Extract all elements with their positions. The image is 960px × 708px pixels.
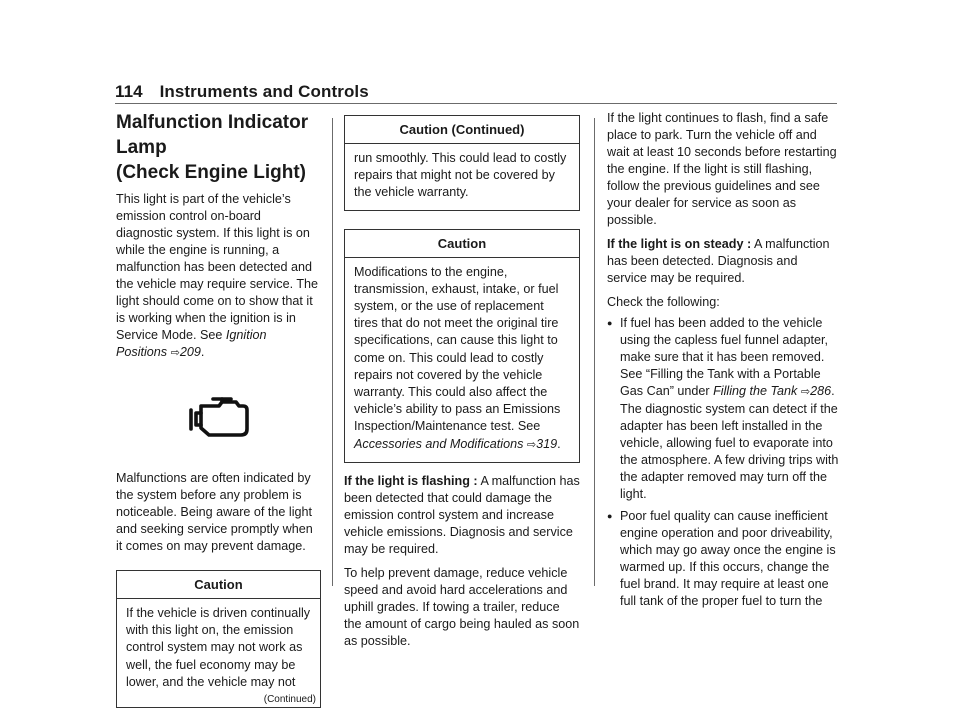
check-following: Check the following: [607,295,720,309]
caution-title: Caution [117,571,320,599]
flashing-paragraph: If the light is flashing : A malfunction has been detected that could damage the emission control system and increase vehicle emissions. Diagnosis and service may be required. [344,473,580,556]
section-title: Instruments and Controls [159,82,369,101]
list-item: ● If fuel has been added to the vehicle using the capless fuel funnel adapter, make sure that it has been removed. See “Filling the Tank with a Portable Gas Can” under Filling the Tank ⇨286. The diagnostic system can detect if the adapter has been left installed in the vehicle, allowing fuel to evaporate into the atmosphere. A few driving trips with the adapter removed may turn off the light. [607,315,839,503]
prevent-damage-paragraph: To help prevent damage, reduce vehicle speed and avoid hard accelerations and uphill grades. If towing a trailer, reduce the amount of cargo being hauled as soon as possible. [344,565,580,648]
check-list [607,315,839,610]
continued-label: (Continued) [263,694,316,706]
caution-box-2 [344,229,580,463]
page-header [115,82,369,102]
column-3 [607,110,839,610]
steady-paragraph: If the light is on steady : A malfunction has been detected. Diagnosis and service may be required. [607,237,830,285]
caution-text: Modifications to the engine, transmission, exhaust, intake, or fuel system, or the use of replacement tires that do not meet the original tire specifications, can cause this light to come on. This could lead to costly repairs not covered by the vehicle warranty. This could also affect the vehicle’s ability to pass an Emissions Inspection/Maintenance test. See Accessories and Modifications ⇨319. [354,264,561,451]
intro-paragraph: This light is part of the vehicle’s emission control on-board diagnostic system. If this light is on while the engine is running, a malfunction has been detected and the vehicle may require service. The light should come on to show that it is working when the ignition is in Service Mode. See Ignition Positions ⇨209. [116,192,319,359]
list-item: ● Poor fuel quality can cause inefficient engine operation and poor driveability, which may go away once the engine is warmed up. If this occurs, change the fuel brand. It may require at least one full tank of the proper fuel to turn the [607,508,839,610]
page-ref[interactable]: 286 [810,384,832,398]
page-ref[interactable]: 319 [536,436,558,451]
ignition-positions-link[interactable]: Ignition Positions [116,328,267,359]
column-divider-2 [594,118,595,586]
page-ref[interactable]: 209 [179,345,201,359]
accessories-link[interactable]: Accessories and Modifications [354,436,524,451]
page-number: 114 [115,82,143,101]
column-2 [344,110,580,650]
column-1 [116,110,321,708]
caution-continued-title: Caution (Continued) [345,116,579,144]
caution-continued-text: run smoothly. This could lead to costly repairs that might not be covered by the vehicle warranty. [354,151,567,200]
malfunction-paragraph: Malfunctions are often indicated by the system before any problem is noticeable. Being aware of the light and seeking service promptly when it comes on may prevent damage. [116,471,313,553]
caution-title: Caution [345,230,579,258]
continues-flash-paragraph: If the light continues to flash, find a safe place to park. Turn the vehicle off and wait at least 10 seconds before restarting the engine. If the light is still flashing, follow the previous guidelines and see your dealer for service as soon as possible. [607,111,837,227]
caution-box-1 [116,570,321,708]
header-rule [115,103,837,104]
filling-tank-link[interactable]: Filling the Tank [713,384,798,398]
section-heading: Malfunction Indicator Lamp (Check Engine Light) [116,112,309,183]
column-divider-1 [332,118,333,586]
caution-continued-box [344,115,580,211]
check-engine-icon [116,362,321,470]
caution-text: If the vehicle is driven continually with this light on, the emission control system may not work as well, the fuel economy may be lower, and the vehicle may not [126,606,311,689]
